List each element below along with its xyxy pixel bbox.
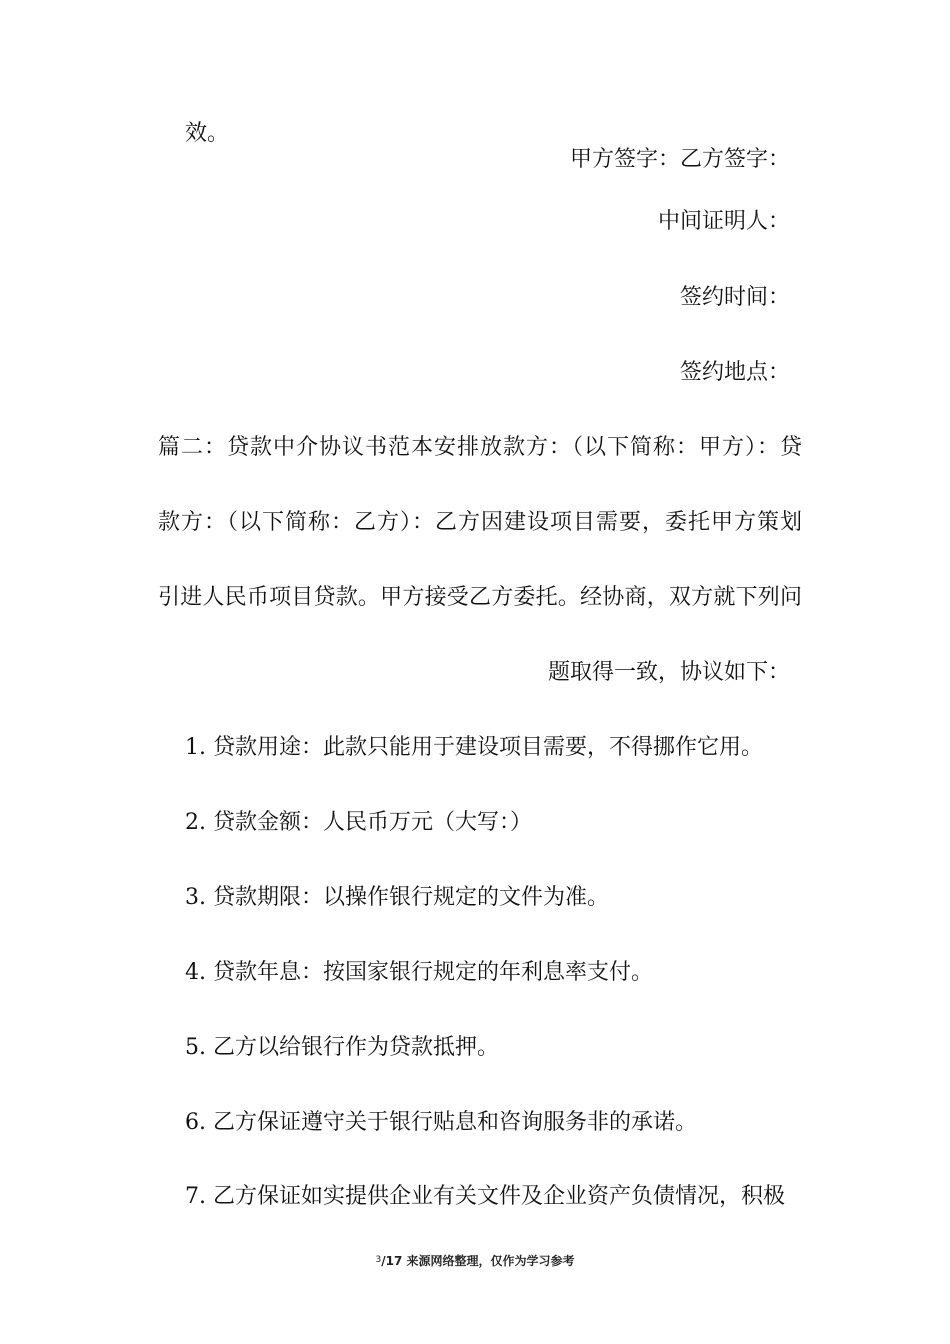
- section-two-line-2: 款方：（以下简称：乙方）：乙方因建设项目需要，委托甲方策划: [158, 510, 802, 535]
- sign-place-label: 签约地点：: [679, 360, 790, 385]
- list-item: 7. 乙方保证如实提供企业有关文件及企业资产负债情况，积极: [185, 1184, 785, 1209]
- page-footer: [0, 1252, 950, 1269]
- section-two-line-3: 引进人民币项目贷款。甲方接受乙方委托。经协商，双方就下列问: [158, 585, 802, 610]
- page-number: 3: [375, 1255, 382, 1265]
- list-item: 4. 贷款年息：按国家银行规定的年利息率支付。: [185, 960, 653, 985]
- paragraph-tail: 效。: [185, 121, 230, 146]
- list-item: 6. 乙方保证遵守关于银行贴息和咨询服务非的承诺。: [185, 1110, 697, 1135]
- sign-time-label: 签约时间：: [679, 285, 790, 310]
- section-two-line-4: 题取得一致，协议如下：: [547, 660, 790, 685]
- list-item: 2. 贷款金额：人民币万元（大写：）: [185, 810, 532, 835]
- list-item: 5. 乙方以给银行作为贷款抵押。: [185, 1035, 499, 1060]
- footer-note: /17 来源网络整理，仅作为学习参考: [381, 1254, 575, 1268]
- witness-label: 中间证明人：: [657, 209, 790, 234]
- list-item: 1. 贷款用途：此款只能用于建设项目需要，不得挪作它用。: [185, 735, 763, 760]
- party-signatures: 甲方签字：乙方签字：: [569, 147, 790, 172]
- section-two-line-1: 篇二：贷款中介协议书范本安排放款方：（以下简称：甲方）：贷: [158, 435, 802, 460]
- list-item: 3. 贷款期限：以操作银行规定的文件为准。: [185, 885, 609, 910]
